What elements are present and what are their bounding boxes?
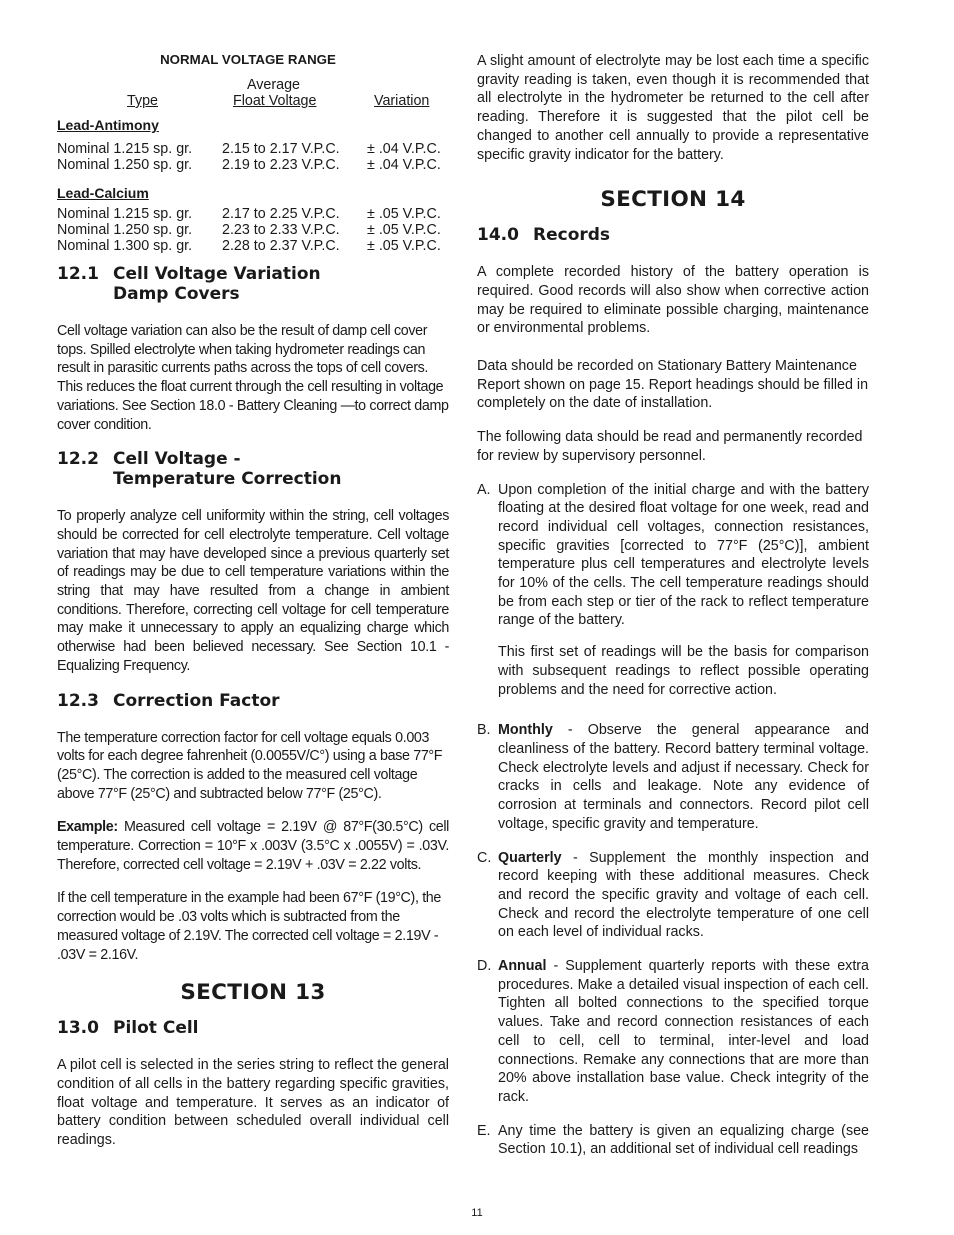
paragraph: To properly analyze cell uniformity within the string, cell voltages should be corrected for cell electrolyte temperature. Cell voltage variation that may have developed since a previous quarterly set of readings may be due to cell temperature variations within the string that may have resulted from a change in ambient conditions. Therefore, correcting cell voltage for cell temperature may make it unnecessary to apply an equalizing charge which otherwise had been believed necessary. See Section 10.1 - Equalizing Frequency. bbox=[57, 508, 449, 674]
list-item bbox=[477, 849, 869, 943]
paragraph: Data should be recorded on Stationary Battery Maintenance Report shown on page 15. Report headings should be filled in completely on the date of installation. bbox=[477, 358, 869, 412]
example-label: Example: bbox=[57, 819, 118, 836]
heading-14-0 bbox=[477, 225, 869, 245]
section-title: Cell Voltage Variation bbox=[113, 264, 321, 284]
list-marker: B. bbox=[477, 722, 491, 739]
list-marker: E. bbox=[477, 1122, 491, 1139]
header-type: Type bbox=[127, 93, 158, 109]
section-title: Records bbox=[533, 225, 611, 246]
list-item-text bbox=[498, 957, 869, 1107]
page-number: 11 bbox=[471, 1207, 483, 1219]
records-list bbox=[477, 481, 869, 1160]
heading-12-3 bbox=[57, 691, 449, 711]
heading-12-1 bbox=[57, 264, 449, 304]
list-item-label: Annual bbox=[498, 958, 547, 975]
list-item-text: Upon completion of the initial charge and with the battery floating at the desired float voltage for one week, read and record individual cell voltages, connection resistances, specific gravities [corrected to 77°F (25°C)], ambient temperature plus cell temperatures and electrolyte levels for 10% of the cells. The cell temperature readings should be from each step or tier of the rack to reflect temperature range of the battery. bbox=[498, 481, 869, 629]
paragraph: The temperature correction factor for cell voltage equals 0.003 volts for each degree fahrenheit (0.0055V/C°) using a base 77°F (25°C). The correction is added to the measured cell voltage above 77°F (25°C) and subtracted below 77°F (25°C). bbox=[57, 729, 443, 802]
table-cell-float: 2.15 to 2.17 V.P.C. bbox=[222, 141, 340, 157]
section-title: Pilot Cell bbox=[113, 1018, 199, 1039]
section-number: 12.3 bbox=[57, 690, 99, 711]
voltage-table-title: NORMAL VOLTAGE RANGE bbox=[160, 52, 336, 67]
list-item-extra: This first set of readings will be the basis for comparison with subsequent readings to reflect possible operating problems and the need for corrective action. bbox=[498, 644, 869, 698]
list-marker: C. bbox=[477, 849, 492, 866]
group-name: Lead-Antimony bbox=[57, 117, 159, 133]
section-number: 14.0 bbox=[477, 225, 519, 246]
section-number: 13.0 bbox=[57, 1018, 99, 1039]
normal-voltage-range-table bbox=[57, 52, 449, 264]
table-cell-type: Nominal 1.215 sp. gr. bbox=[57, 206, 193, 222]
table-cell-float: 2.28 to 2.37 V.P.C. bbox=[222, 238, 340, 254]
list-item-label: Quarterly bbox=[498, 849, 562, 866]
section-title-cont: Temperature Correction bbox=[113, 469, 342, 490]
table-cell-type: Nominal 1.250 sp. gr. bbox=[57, 157, 193, 173]
heading-12-2 bbox=[57, 449, 449, 489]
table-cell-variation: ± .05 V.P.C. bbox=[367, 222, 441, 238]
paragraph: If the cell temperature in the example had been 67°F (19°C), the correction would be .03 volts which is subtracted from the measured voltage of 2.19V. The corrected cell voltage = 2.19V - .03V = 2.16V. bbox=[57, 890, 442, 963]
list-item bbox=[477, 481, 869, 700]
group-name: Lead-Calcium bbox=[57, 185, 149, 201]
header-average: Average bbox=[247, 77, 300, 93]
example-text: Measured cell voltage = 2.19V @ 87°F(30.5°C) cell temperature. Correction = 10°F x .003V (3.5°C x .0055V) = .03V. Therefore, corrected cell voltage = 2.19V + .03V = 2.22 volts. bbox=[57, 819, 449, 873]
list-item-body: - Observe the general appearance and cleanliness of the battery. Record battery terminal voltage. Check electrolyte levels and adjust if necessary. Check for cracks in cells and leakage. Note any evidence of corrosion at terminals and connectors. Record pilot cell voltage, specific gravity and temperature. bbox=[498, 722, 869, 832]
section-title: Cell Voltage - bbox=[113, 449, 241, 470]
list-item-text bbox=[498, 849, 869, 943]
list-item bbox=[477, 721, 869, 833]
section-title-cont: Damp Covers bbox=[113, 284, 240, 304]
paragraph: A slight amount of electrolyte may be lost each time a specific gravity reading is taken, even though it is recommended that all electrolyte in the hydrometer be returned to the cell after reading. Therefore it is suggested that the pilot cell be changed to another cell annually to provide a representative specific gravity indicator for the battery. bbox=[477, 53, 869, 163]
table-cell-variation: ± .04 V.P.C. bbox=[367, 157, 441, 173]
list-item-text: Any time the battery is given an equalizing charge (see Section 10.1), an additional set of individual cell readings bbox=[498, 1122, 869, 1158]
header-float-voltage: Float Voltage bbox=[233, 93, 317, 109]
right-column bbox=[477, 52, 869, 1174]
section-13-heading: SECTION 13 bbox=[180, 980, 326, 1006]
heading-13-0 bbox=[57, 1018, 449, 1038]
table-cell-type: Nominal 1.215 sp. gr. bbox=[57, 141, 193, 157]
section-number: 12.1 bbox=[57, 264, 99, 284]
list-item bbox=[477, 957, 869, 1107]
list-marker: A. bbox=[477, 481, 491, 498]
table-cell-type: Nominal 1.300 sp. gr. bbox=[57, 238, 193, 254]
section-title: Correction Factor bbox=[113, 690, 280, 711]
example-paragraph bbox=[57, 818, 449, 874]
table-cell-float: 2.19 to 2.23 V.P.C. bbox=[222, 157, 340, 173]
paragraph: Cell voltage variation can also be the result of damp cell cover tops. Spilled electrolyte when taking hydrometer readings can result in parasitic currents paths across the tops of cell covers. This reduces the float current through the cell resulting in voltage variations. See Section 18.0 - Battery Cleaning —to correct damp cover condition. bbox=[57, 323, 449, 433]
table-cell-float: 2.23 to 2.33 V.P.C. bbox=[222, 222, 340, 238]
table-cell-type: Nominal 1.250 sp. gr. bbox=[57, 222, 193, 238]
list-item-text bbox=[498, 721, 869, 833]
section-number: 12.2 bbox=[57, 449, 99, 470]
paragraph: A pilot cell is selected in the series string to reflect the general condition of all cells in the battery regarding specific gravities, float voltage and temperature. It serves as an indicator of battery condition between scheduled overall individual cell readings. bbox=[57, 1057, 449, 1149]
table-cell-variation: ± .05 V.P.C. bbox=[367, 206, 441, 222]
section-14-heading: SECTION 14 bbox=[600, 187, 746, 213]
table-cell-variation: ± .04 V.P.C. bbox=[367, 141, 441, 157]
paragraph: A complete recorded history of the battery operation is required. Good records will also show when corrective action may be required to eliminate possible charging, maintenance or environmental problems. bbox=[477, 264, 869, 337]
list-marker: D. bbox=[477, 958, 492, 975]
list-item-body: - Supplement quarterly reports with these extra procedures. Make a detailed visual inspection of each cell. Tighten all bolted connections to the specified torque values. Take and record connection resistances of each cell to cell, cell to terminal, inter-level and load connections. Remake any connections that are more than 20% above installation base value. Check integrity of the rack. bbox=[498, 958, 869, 1105]
header-variation: Variation bbox=[374, 93, 430, 109]
list-item-label: Monthly bbox=[498, 722, 553, 739]
list-item-body: - Supplement the monthly inspection and record keeping with these additional measures. Check and record the specific gravity and voltage of each cell. Check and record the electrolyte temperature of one cell on each level of individual racks. bbox=[498, 849, 869, 941]
paragraph: The following data should be read and permanently recorded for review by supervisory personnel. bbox=[477, 429, 863, 464]
table-cell-variation: ± .05 V.P.C. bbox=[367, 238, 441, 254]
table-cell-float: 2.17 to 2.25 V.P.C. bbox=[222, 206, 340, 222]
left-column bbox=[57, 52, 449, 1165]
list-item bbox=[477, 1122, 869, 1159]
